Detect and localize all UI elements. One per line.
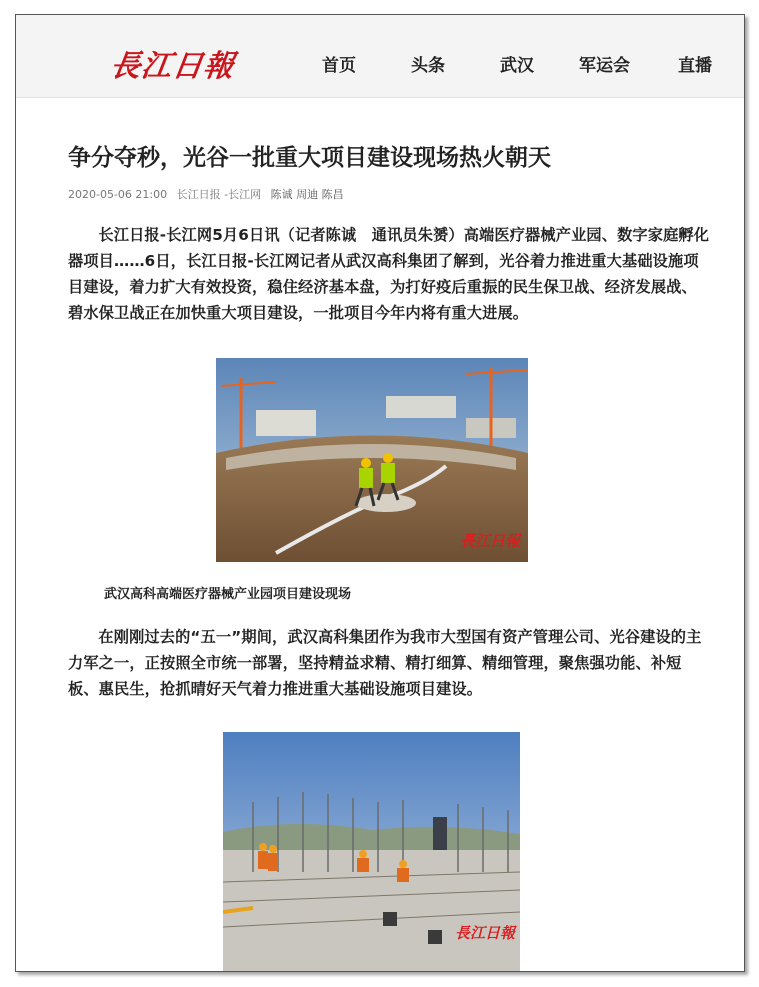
site-header — [16, 15, 744, 98]
nav-item-live[interactable]: 直播 — [678, 56, 712, 76]
article-photo-construction-site[interactable] — [216, 358, 528, 562]
article-paragraph: 在刚刚过去的“五一”期间，武汉高科集团作为我市大型国有资产管理公司、光谷建设的主力军之一，正按照全市统一部署，坚持精益求精、精打细算、精细管理，聚焦强功能、补短板、惠民生，抢抓晴好天气着力推进重大基础设施项目建设。 — [68, 628, 702, 698]
article-photo-rebar-site[interactable] — [223, 732, 520, 971]
photo-caption: 武汉高科高端医疗器械产业园项目建设现场 — [104, 587, 352, 602]
nav-item-military-games[interactable]: 军运会 — [579, 56, 630, 76]
nav-item-home[interactable]: 首页 — [322, 56, 356, 76]
photo-construction-site-image — [216, 358, 528, 562]
page-frame — [15, 14, 745, 972]
photo-watermark: 長江日報 — [460, 532, 521, 550]
article-source[interactable]: 长江日报 -长江网 — [176, 188, 262, 201]
article-meta — [68, 186, 350, 202]
article-authors: 陈诚 周迪 陈昌 — [270, 188, 344, 201]
article-title: 争分夺秒，光谷一批重大项目建设现场热火朝天 — [68, 145, 551, 171]
nav-item-wuhan[interactable]: 武汉 — [500, 56, 534, 76]
site-logo[interactable]: 長江日報 — [108, 49, 237, 84]
article-paragraph: 长江日报-长江网5月6日讯（记者陈诚 通讯员朱赟）高端医疗器械产业园、数字家庭孵化器项目……6日，长江日报-长江网记者从武汉高科集团了解到，光谷着力推进重大基础设施项目建设，着力扩大有效投资，稳住经济基本盘，为打好疫后重振的民生保卫战、经济发展战、碧水保卫战正在加快重大项目建设，一批项目今年内将有重大进展。 — [68, 226, 710, 322]
photo-rebar-site-image — [223, 732, 520, 971]
article-date: 2020-05-06 21:00 — [68, 188, 168, 201]
photo-watermark: 長江日報 — [455, 924, 516, 942]
main-nav — [16, 51, 744, 75]
nav-item-headlines[interactable]: 头条 — [411, 56, 445, 76]
